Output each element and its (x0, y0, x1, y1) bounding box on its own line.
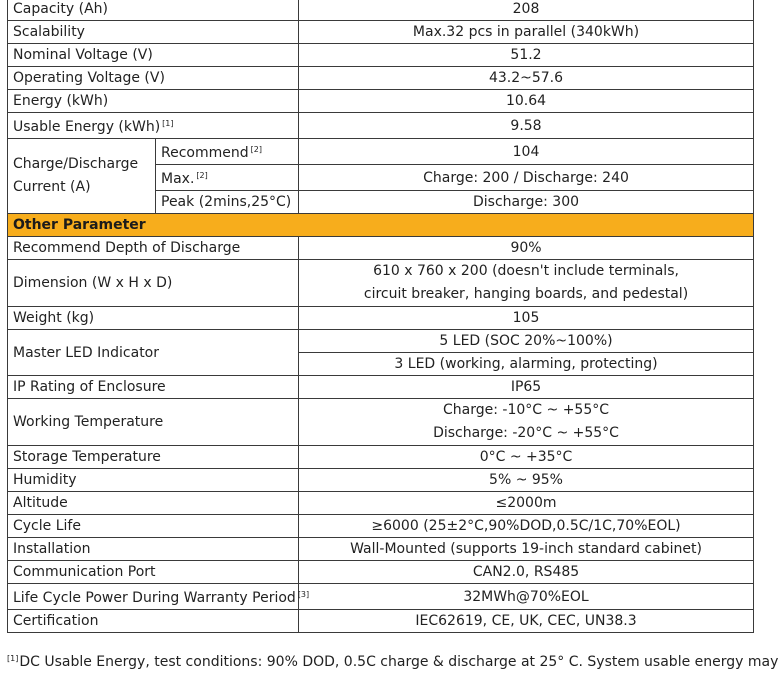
footnote-ref: [3] (297, 590, 310, 599)
table-row (8, 0, 754, 21)
working-temp-line2: Discharge: -20°C ~ +55°C (433, 425, 619, 441)
row-value: Charge: 200 / Discharge: 240 (299, 165, 754, 191)
row-label (8, 113, 299, 139)
row-label: Altitude (8, 492, 299, 515)
row-value: 208 (299, 0, 754, 21)
table-row (8, 469, 754, 492)
row-label: Installation (8, 538, 299, 561)
row-value: IP65 (299, 376, 754, 399)
row-label: Communication Port (8, 561, 299, 584)
table-row (8, 21, 754, 44)
row-label: IP Rating of Enclosure (8, 376, 299, 399)
row-value: 104 (299, 139, 754, 165)
dimension-line2: circuit breaker, hanging boards, and pedestal) (363, 286, 689, 302)
table-row (8, 307, 754, 330)
table-row (8, 260, 754, 307)
row-label: Weight (kg) (8, 307, 299, 330)
row-label: Humidity (8, 469, 299, 492)
table-row (8, 237, 754, 260)
row-label: Master LED Indicator (8, 330, 299, 376)
row-value (299, 260, 754, 307)
table-row (8, 584, 754, 610)
table-row (8, 446, 754, 469)
row-label: Recommend Depth of Discharge (8, 237, 299, 260)
row-label: Working Temperature (8, 399, 299, 446)
row-label: Nominal Voltage (V) (8, 44, 299, 67)
row-value: 105 (299, 307, 754, 330)
footnote (7, 648, 778, 673)
working-temp-line1: Charge: -10°C ~ +55°C (443, 402, 610, 418)
charge-current-label-line2: Current (A) (13, 179, 91, 195)
row-value: 5% ~ 95% (299, 469, 754, 492)
footnote-text: DC Usable Energy, test conditions: 90% DOD, 0.5C charge & discharge at 25° C. System usable energy may (19, 654, 778, 670)
table-row (8, 610, 754, 633)
row-value: 32MWh@70%EOL (299, 584, 754, 610)
row-label (8, 584, 310, 610)
row-value (299, 399, 754, 446)
footnote-ref: [2] (196, 171, 208, 180)
row-label: Capacity (Ah) (8, 0, 299, 21)
table-row (8, 538, 754, 561)
row-label: Dimension (W x H x D) (8, 260, 299, 307)
charge-current-label (8, 139, 156, 214)
row-value: 51.2 (299, 44, 754, 67)
row-label: Scalability (8, 21, 299, 44)
spec-table (7, 0, 754, 633)
sub-label (156, 165, 299, 191)
sub-label: Peak (2mins,25°C) (156, 191, 299, 214)
row-label: Cycle Life (8, 515, 299, 538)
row-value: 0°C ~ +35°C (299, 446, 754, 469)
section-title: Other Parameter (8, 214, 754, 237)
row-label: Certification (8, 610, 299, 633)
table-row (8, 67, 754, 90)
row-label: Operating Voltage (V) (8, 67, 299, 90)
table-row (8, 44, 754, 67)
row-label: Energy (kWh) (8, 90, 299, 113)
table-row (8, 90, 754, 113)
row-value: 10.64 (299, 90, 754, 113)
footnote-mark: [1] (7, 654, 19, 663)
table-row (8, 492, 754, 515)
row-label-text: Life Cycle Power During Warranty Period (13, 590, 296, 606)
row-label-text: Usable Energy (kWh) (13, 119, 161, 135)
row-value: CAN2.0, RS485 (299, 561, 754, 584)
table-row (8, 113, 754, 139)
row-value: 5 LED (SOC 20%~100%) (299, 330, 754, 353)
table-row (8, 515, 754, 538)
table-row (8, 330, 754, 353)
row-value: ≤2000m (299, 492, 754, 515)
table-row (8, 399, 754, 446)
sub-label (156, 139, 299, 165)
sub-label-text: Max. (161, 171, 195, 187)
row-value: 9.58 (299, 113, 754, 139)
row-value: Wall-Mounted (supports 19-inch standard cabinet) (299, 538, 754, 561)
row-value: 43.2~57.6 (299, 67, 754, 90)
section-header-row (8, 214, 754, 237)
row-value: 90% (299, 237, 754, 260)
row-value: Discharge: 300 (299, 191, 754, 214)
footnote-ref: [1] (162, 119, 174, 128)
row-value: 3 LED (working, alarming, protecting) (299, 353, 754, 376)
row-label: Storage Temperature (8, 446, 299, 469)
sub-label-text: Recommend (161, 145, 249, 161)
row-value: IEC62619, CE, UK, CEC, UN38.3 (299, 610, 754, 633)
table-row (8, 376, 754, 399)
row-value: ≥6000 (25±2°C,90%DOD,0.5C/1C,70%EOL) (299, 515, 754, 538)
row-value: Max.32 pcs in parallel (340kWh) (299, 21, 754, 44)
table-row (8, 139, 754, 165)
charge-current-label-line1: Charge/Discharge (13, 156, 139, 172)
footnote-ref: [2] (250, 145, 262, 154)
dimension-line1: 610 x 760 x 200 (doesn't include terminals, (373, 263, 679, 279)
table-row (8, 561, 754, 584)
